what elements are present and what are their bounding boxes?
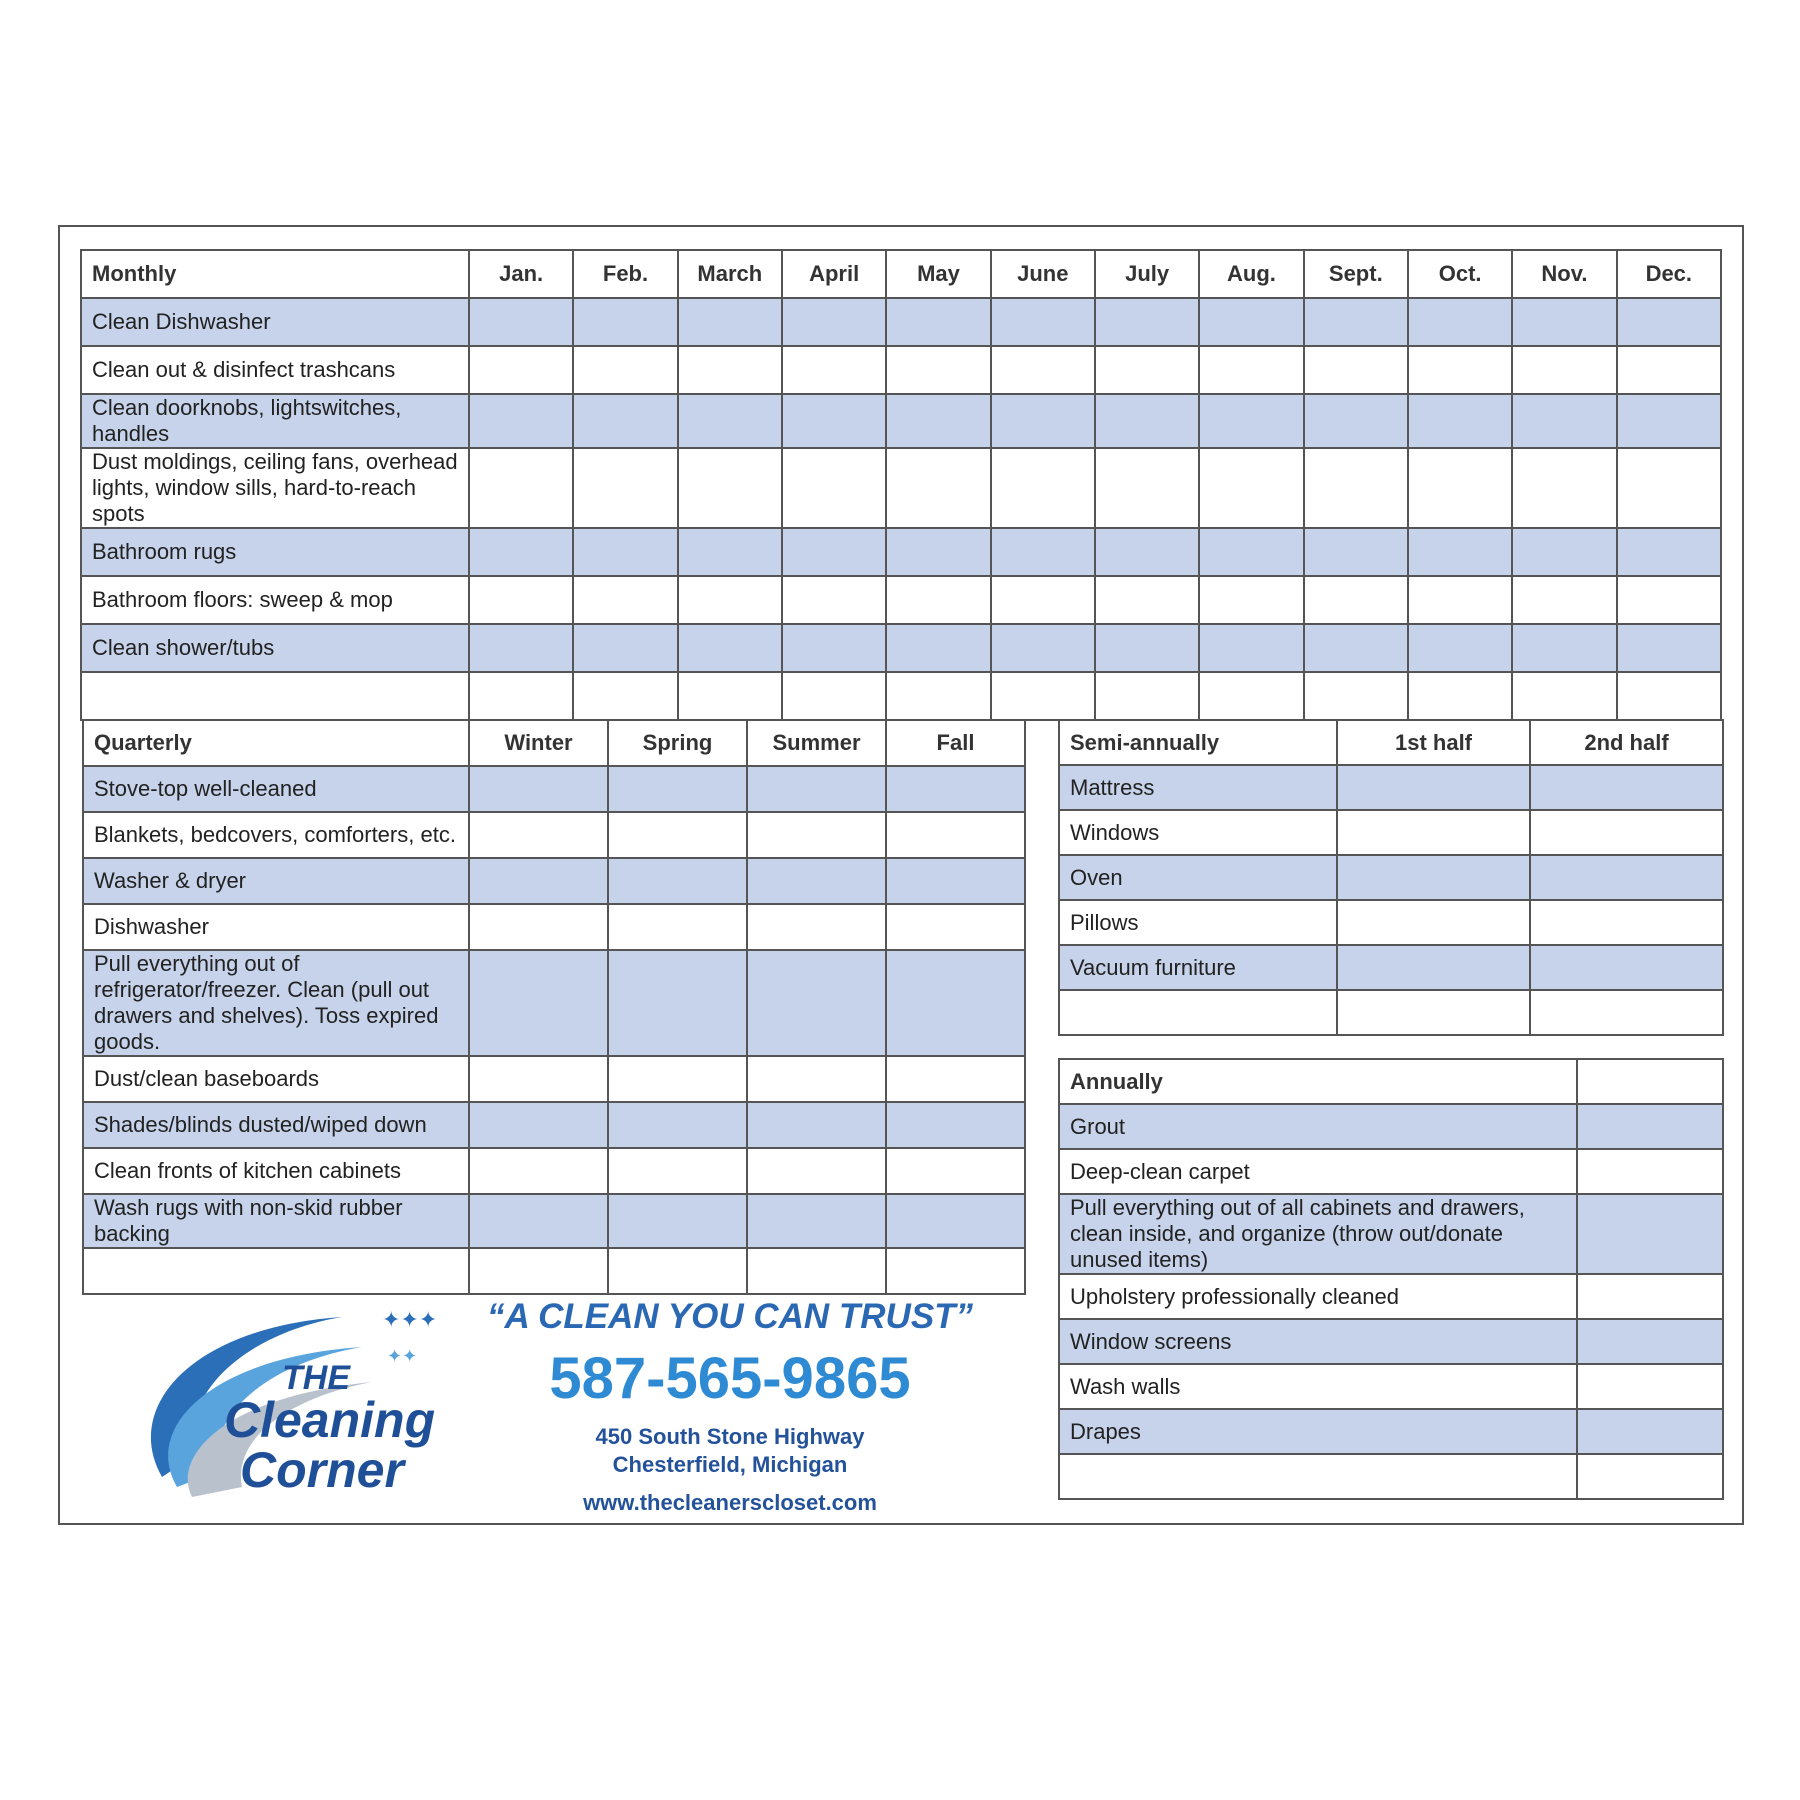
- semiannual-check-cell[interactable]: [1530, 810, 1723, 855]
- table-row: [1059, 1194, 1723, 1274]
- quarterly-check-cell[interactable]: [469, 1148, 608, 1194]
- annual-task-label: Drapes: [1059, 1409, 1577, 1454]
- semiannual-table: [1058, 719, 1724, 1036]
- logo-cleaning: Cleaning: [224, 1392, 436, 1448]
- semiannual-col-header: 1st half: [1337, 720, 1530, 765]
- monthly-check-cell[interactable]: [1408, 298, 1512, 346]
- monthly-check-cell[interactable]: [1095, 394, 1199, 448]
- monthly-check-cell[interactable]: [782, 624, 886, 672]
- monthly-check-cell[interactable]: [991, 298, 1095, 346]
- monthly-check-cell[interactable]: [1304, 576, 1408, 624]
- monthly-col-header: July: [1095, 250, 1199, 298]
- semiannual-task-label: [1059, 990, 1337, 1035]
- monthly-check-cell[interactable]: [1512, 672, 1616, 720]
- monthly-check-cell[interactable]: [1408, 346, 1512, 394]
- annual-check-cell[interactable]: [1577, 1364, 1723, 1409]
- logo-the: THE: [282, 1359, 350, 1397]
- monthly-check-cell[interactable]: [1304, 624, 1408, 672]
- monthly-check-cell[interactable]: [573, 624, 677, 672]
- monthly-check-cell[interactable]: [782, 528, 886, 576]
- monthly-check-cell[interactable]: [991, 448, 1095, 528]
- annual-task-label: Wash walls: [1059, 1364, 1577, 1409]
- quarterly-title: Quarterly: [83, 720, 469, 766]
- monthly-check-cell[interactable]: [678, 528, 782, 576]
- semiannual-check-cell[interactable]: [1337, 990, 1530, 1035]
- monthly-check-cell[interactable]: [1617, 346, 1721, 394]
- quarterly-check-cell[interactable]: [747, 950, 886, 1056]
- semiannual-check-cell[interactable]: [1530, 945, 1723, 990]
- monthly-check-cell[interactable]: [1617, 528, 1721, 576]
- monthly-check-cell[interactable]: [469, 624, 573, 672]
- phone-number: 587-565-9865: [549, 1346, 911, 1411]
- monthly-check-cell[interactable]: [782, 576, 886, 624]
- table-row: [1059, 900, 1723, 945]
- monthly-check-cell[interactable]: [1095, 672, 1199, 720]
- monthly-title: Monthly: [81, 250, 469, 298]
- annual-task-label: Upholstery professionally cleaned: [1059, 1274, 1577, 1319]
- table-row: [1059, 855, 1723, 900]
- quarterly-check-cell[interactable]: [608, 1248, 747, 1294]
- semiannual-check-cell[interactable]: [1337, 810, 1530, 855]
- monthly-check-cell[interactable]: [1304, 346, 1408, 394]
- quarterly-check-cell[interactable]: [608, 950, 747, 1056]
- table-row: [1059, 1409, 1723, 1454]
- monthly-check-cell[interactable]: [991, 624, 1095, 672]
- table-row: [81, 576, 1721, 624]
- monthly-check-cell[interactable]: [1095, 528, 1199, 576]
- annual-check-cell[interactable]: [1577, 1319, 1723, 1364]
- semiannual-task-label: Windows: [1059, 810, 1337, 855]
- monthly-check-cell[interactable]: [782, 298, 886, 346]
- monthly-check-cell[interactable]: [991, 394, 1095, 448]
- quarterly-check-cell[interactable]: [886, 858, 1025, 904]
- semiannual-check-cell[interactable]: [1530, 900, 1723, 945]
- monthly-col-header: Jan.: [469, 250, 573, 298]
- quarterly-check-cell[interactable]: [608, 766, 747, 812]
- monthly-check-cell[interactable]: [573, 576, 677, 624]
- table-row: [81, 346, 1721, 394]
- monthly-check-cell[interactable]: [1512, 448, 1616, 528]
- annual-check-cell[interactable]: [1577, 1149, 1723, 1194]
- quarterly-check-cell[interactable]: [886, 1102, 1025, 1148]
- annual-check-cell[interactable]: [1577, 1454, 1723, 1499]
- monthly-check-cell[interactable]: [1408, 624, 1512, 672]
- table-row: [1059, 1364, 1723, 1409]
- semiannual-check-cell[interactable]: [1530, 765, 1723, 810]
- monthly-check-cell[interactable]: [1617, 298, 1721, 346]
- quarterly-check-cell[interactable]: [747, 904, 886, 950]
- monthly-check-cell[interactable]: [1304, 298, 1408, 346]
- monthly-check-cell[interactable]: [678, 346, 782, 394]
- quarterly-check-cell[interactable]: [608, 1056, 747, 1102]
- monthly-task-label: Dust moldings, ceiling fans, overhead lights, window sills, hard-to-reach spots: [81, 448, 469, 528]
- monthly-task-label: Clean out & disinfect trashcans: [81, 346, 469, 394]
- annual-check-cell[interactable]: [1577, 1409, 1723, 1454]
- monthly-check-cell[interactable]: [469, 394, 573, 448]
- monthly-check-cell[interactable]: [991, 528, 1095, 576]
- monthly-check-cell[interactable]: [678, 576, 782, 624]
- monthly-col-header: Dec.: [1617, 250, 1721, 298]
- quarterly-task-label: Dishwasher: [83, 904, 469, 950]
- monthly-check-cell[interactable]: [1408, 448, 1512, 528]
- quarterly-check-cell[interactable]: [886, 950, 1025, 1056]
- monthly-check-cell[interactable]: [886, 576, 990, 624]
- table-row: [83, 858, 1025, 904]
- svg-text:✦✦: ✦✦: [387, 1346, 418, 1367]
- monthly-check-cell[interactable]: [1095, 624, 1199, 672]
- quarterly-col-header: Winter: [469, 720, 608, 766]
- quarterly-check-cell[interactable]: [747, 1102, 886, 1148]
- quarterly-task-label: Pull everything out of refrigerator/freezer. Clean (pull out drawers and shelves). Toss expired goods.: [83, 950, 469, 1056]
- annual-task-label: Window screens: [1059, 1319, 1577, 1364]
- annual-check-cell[interactable]: [1577, 1194, 1723, 1274]
- semiannual-check-cell[interactable]: [1530, 990, 1723, 1035]
- monthly-col-header: Oct.: [1408, 250, 1512, 298]
- annual-check-cell[interactable]: [1577, 1274, 1723, 1319]
- semiannual-task-label: Oven: [1059, 855, 1337, 900]
- table-row: [81, 448, 1721, 528]
- monthly-col-header: June: [991, 250, 1095, 298]
- table-row: [83, 1148, 1025, 1194]
- monthly-check-cell[interactable]: [678, 448, 782, 528]
- quarterly-task-label: Wash rugs with non-skid rubber backing: [83, 1194, 469, 1248]
- monthly-check-cell[interactable]: [1095, 298, 1199, 346]
- monthly-check-cell[interactable]: [782, 394, 886, 448]
- quarterly-check-cell[interactable]: [469, 1194, 608, 1248]
- address: [450, 1423, 1010, 1479]
- monthly-col-header: Sept.: [1304, 250, 1408, 298]
- quarterly-task-label: Stove-top well-cleaned: [83, 766, 469, 812]
- quarterly-check-cell[interactable]: [608, 904, 747, 950]
- quarterly-task-label: Shades/blinds dusted/wiped down: [83, 1102, 469, 1148]
- quarterly-header-row: [83, 720, 1025, 766]
- quarterly-check-cell[interactable]: [608, 1148, 747, 1194]
- semiannual-check-cell[interactable]: [1530, 855, 1723, 900]
- quarterly-check-cell[interactable]: [747, 1194, 886, 1248]
- quarterly-check-cell[interactable]: [747, 766, 886, 812]
- quarterly-task-label: Dust/clean baseboards: [83, 1056, 469, 1102]
- monthly-check-cell[interactable]: [1408, 528, 1512, 576]
- monthly-check-cell[interactable]: [886, 528, 990, 576]
- semiannual-task-label: Pillows: [1059, 900, 1337, 945]
- quarterly-check-cell[interactable]: [747, 858, 886, 904]
- monthly-check-cell[interactable]: [1304, 528, 1408, 576]
- quarterly-check-cell[interactable]: [608, 858, 747, 904]
- monthly-check-cell[interactable]: [573, 448, 677, 528]
- annual-title: Annually: [1059, 1059, 1577, 1104]
- monthly-check-cell[interactable]: [1095, 576, 1199, 624]
- table-row: [1059, 990, 1723, 1035]
- quarterly-check-cell[interactable]: [469, 858, 608, 904]
- monthly-col-header: May: [886, 250, 990, 298]
- monthly-check-cell[interactable]: [573, 672, 677, 720]
- quarterly-check-cell[interactable]: [747, 1056, 886, 1102]
- table-row: [1059, 945, 1723, 990]
- annual-header-row: [1059, 1059, 1723, 1104]
- monthly-check-cell[interactable]: [1304, 448, 1408, 528]
- table-row: [81, 672, 1721, 720]
- annual-check-header: [1577, 1059, 1723, 1104]
- quarterly-check-cell[interactable]: [608, 1194, 747, 1248]
- annual-check-cell[interactable]: [1577, 1104, 1723, 1149]
- monthly-check-cell[interactable]: [1199, 576, 1303, 624]
- quarterly-check-cell[interactable]: [886, 1194, 1025, 1248]
- monthly-check-cell[interactable]: [1408, 672, 1512, 720]
- annual-task-label: Deep-clean carpet: [1059, 1149, 1577, 1194]
- monthly-task-label: Bathroom floors: sweep & mop: [81, 576, 469, 624]
- quarterly-check-cell[interactable]: [469, 904, 608, 950]
- quarterly-check-cell[interactable]: [747, 1248, 886, 1294]
- semiannual-col-header: 2nd half: [1530, 720, 1723, 765]
- table-row: [1059, 1319, 1723, 1364]
- svg-text:✦✦✦: ✦✦✦: [382, 1308, 438, 1333]
- monthly-col-header: Nov.: [1512, 250, 1616, 298]
- monthly-check-cell[interactable]: [678, 624, 782, 672]
- cleaning-schedule-sheet: [58, 225, 1744, 1525]
- quarterly-check-cell[interactable]: [469, 1248, 608, 1294]
- monthly-table: [80, 249, 1722, 721]
- monthly-check-cell[interactable]: [1617, 624, 1721, 672]
- quarterly-task-label: Clean fronts of kitchen cabinets: [83, 1148, 469, 1194]
- quarterly-check-cell[interactable]: [608, 1102, 747, 1148]
- semiannual-header-row: [1059, 720, 1723, 765]
- table-row: [83, 1194, 1025, 1248]
- table-row: [1059, 1149, 1723, 1194]
- monthly-check-cell[interactable]: [1512, 624, 1616, 672]
- annual-task-label: Grout: [1059, 1104, 1577, 1149]
- table-row: [83, 812, 1025, 858]
- monthly-check-cell[interactable]: [782, 672, 886, 720]
- monthly-check-cell[interactable]: [678, 298, 782, 346]
- monthly-check-cell[interactable]: [991, 576, 1095, 624]
- quarterly-check-cell[interactable]: [886, 904, 1025, 950]
- monthly-check-cell[interactable]: [886, 624, 990, 672]
- monthly-check-cell[interactable]: [573, 346, 677, 394]
- monthly-check-cell[interactable]: [1199, 346, 1303, 394]
- monthly-col-header: March: [678, 250, 782, 298]
- annual-task-label: Pull everything out of all cabinets and drawers, clean inside, and organize (throw out/donate unused items): [1059, 1194, 1577, 1274]
- quarterly-check-cell[interactable]: [886, 1248, 1025, 1294]
- monthly-check-cell[interactable]: [1617, 448, 1721, 528]
- monthly-check-cell[interactable]: [469, 576, 573, 624]
- monthly-check-cell[interactable]: [1095, 346, 1199, 394]
- monthly-check-cell[interactable]: [1617, 576, 1721, 624]
- website-link[interactable]: www.thecleanerscloset.com: [583, 1490, 877, 1515]
- quarterly-check-cell[interactable]: [469, 950, 608, 1056]
- monthly-check-cell[interactable]: [1512, 528, 1616, 576]
- monthly-check-cell[interactable]: [1199, 672, 1303, 720]
- annual-task-label: [1059, 1454, 1577, 1499]
- monthly-check-cell[interactable]: [886, 448, 990, 528]
- monthly-check-cell[interactable]: [782, 448, 886, 528]
- quarterly-task-label: Blankets, bedcovers, comforters, etc.: [83, 812, 469, 858]
- monthly-check-cell[interactable]: [1304, 672, 1408, 720]
- monthly-check-cell[interactable]: [991, 346, 1095, 394]
- monthly-check-cell[interactable]: [1617, 394, 1721, 448]
- monthly-check-cell[interactable]: [469, 672, 573, 720]
- address-line-2: Chesterfield, Michigan: [612, 1452, 848, 1477]
- monthly-check-cell[interactable]: [1512, 298, 1616, 346]
- quarterly-check-cell[interactable]: [747, 812, 886, 858]
- monthly-check-cell[interactable]: [1512, 576, 1616, 624]
- monthly-check-cell[interactable]: [886, 346, 990, 394]
- table-row: [1059, 1454, 1723, 1499]
- monthly-check-cell[interactable]: [469, 298, 573, 346]
- quarterly-check-cell[interactable]: [469, 1056, 608, 1102]
- quarterly-col-header: Spring: [608, 720, 747, 766]
- table-row: [1059, 810, 1723, 855]
- monthly-check-cell[interactable]: [678, 672, 782, 720]
- quarterly-check-cell[interactable]: [469, 1102, 608, 1148]
- monthly-check-cell[interactable]: [573, 528, 677, 576]
- monthly-task-label: Bathroom rugs: [81, 528, 469, 576]
- monthly-check-cell[interactable]: [1199, 528, 1303, 576]
- semiannual-task-label: Vacuum furniture: [1059, 945, 1337, 990]
- monthly-col-header: Aug.: [1199, 250, 1303, 298]
- table-row: [81, 624, 1721, 672]
- annual-table: [1058, 1058, 1724, 1500]
- table-row: [83, 950, 1025, 1056]
- table-row: [83, 1102, 1025, 1148]
- monthly-check-cell[interactable]: [573, 394, 677, 448]
- table-row: [1059, 765, 1723, 810]
- monthly-check-cell[interactable]: [1199, 448, 1303, 528]
- quarterly-table: [82, 719, 1026, 1295]
- quarterly-check-cell[interactable]: [886, 766, 1025, 812]
- table-row: [81, 394, 1721, 448]
- table-row: [81, 298, 1721, 346]
- monthly-check-cell[interactable]: [573, 298, 677, 346]
- monthly-col-header: April: [782, 250, 886, 298]
- semiannual-check-cell[interactable]: [1337, 945, 1530, 990]
- semiannual-task-label: Mattress: [1059, 765, 1337, 810]
- monthly-check-cell[interactable]: [1512, 394, 1616, 448]
- monthly-check-cell[interactable]: [886, 394, 990, 448]
- monthly-check-cell[interactable]: [469, 346, 573, 394]
- monthly-header-row: [81, 250, 1721, 298]
- monthly-check-cell[interactable]: [1199, 298, 1303, 346]
- quarterly-task-label: Washer & dryer: [83, 858, 469, 904]
- monthly-check-cell[interactable]: [1199, 394, 1303, 448]
- monthly-check-cell[interactable]: [991, 672, 1095, 720]
- monthly-check-cell[interactable]: [469, 528, 573, 576]
- monthly-task-label: Clean doorknobs, lightswitches, handles: [81, 394, 469, 448]
- monthly-check-cell[interactable]: [1199, 624, 1303, 672]
- table-row: [83, 904, 1025, 950]
- address-line-1: 450 South Stone Highway: [595, 1424, 865, 1449]
- table-row: [81, 528, 1721, 576]
- quarterly-col-header: Fall: [886, 720, 1025, 766]
- table-row: [1059, 1274, 1723, 1319]
- table-row: [1059, 1104, 1723, 1149]
- tagline: “A CLEAN YOU CAN TRUST”: [486, 1297, 974, 1336]
- monthly-check-cell[interactable]: [886, 672, 990, 720]
- monthly-task-label: [81, 672, 469, 720]
- quarterly-check-cell[interactable]: [608, 812, 747, 858]
- table-row: [83, 766, 1025, 812]
- monthly-check-cell[interactable]: [1304, 394, 1408, 448]
- monthly-col-header: Feb.: [573, 250, 677, 298]
- quarterly-col-header: Summer: [747, 720, 886, 766]
- monthly-check-cell[interactable]: [782, 346, 886, 394]
- semiannual-title: Semi-annually: [1059, 720, 1337, 765]
- semiannual-check-cell[interactable]: [1337, 855, 1530, 900]
- quarterly-check-cell[interactable]: [886, 1056, 1025, 1102]
- table-row: [83, 1056, 1025, 1102]
- monthly-check-cell[interactable]: [1408, 394, 1512, 448]
- semiannual-check-cell[interactable]: [1337, 765, 1530, 810]
- cleaning-corner-logo: [132, 1287, 442, 1507]
- logo-corner: Corner: [240, 1442, 404, 1498]
- monthly-task-label: Clean shower/tubs: [81, 624, 469, 672]
- monthly-check-cell[interactable]: [1095, 448, 1199, 528]
- quarterly-check-cell[interactable]: [469, 812, 608, 858]
- monthly-check-cell[interactable]: [1408, 576, 1512, 624]
- semiannual-check-cell[interactable]: [1337, 900, 1530, 945]
- monthly-check-cell[interactable]: [469, 448, 573, 528]
- monthly-check-cell[interactable]: [886, 298, 990, 346]
- quarterly-check-cell[interactable]: [886, 1148, 1025, 1194]
- quarterly-check-cell[interactable]: [469, 766, 608, 812]
- quarterly-check-cell[interactable]: [886, 812, 1025, 858]
- monthly-check-cell[interactable]: [678, 394, 782, 448]
- quarterly-check-cell[interactable]: [747, 1148, 886, 1194]
- monthly-check-cell[interactable]: [1617, 672, 1721, 720]
- monthly-task-label: Clean Dishwasher: [81, 298, 469, 346]
- monthly-check-cell[interactable]: [1512, 346, 1616, 394]
